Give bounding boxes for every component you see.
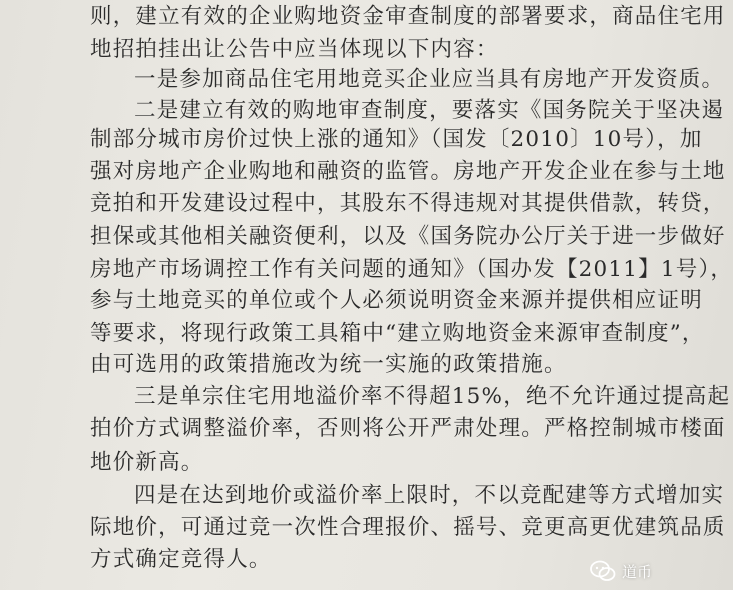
- text-line: 拍价方式调整溢价率，否则将公开严肃处理。严格控制城市楼面: [90, 416, 726, 441]
- text-line: 际地价，可通过竞一次性合理报价、摇号、竞更高更优建筑品质: [90, 515, 726, 540]
- text-line: 强对房地产企业购地和融资的监管。房地产开发企业在参与土地: [90, 159, 726, 184]
- text-line: 一是参加商品住宅用地竞买企业应当具有房地产开发资质。: [134, 67, 725, 92]
- text-line: 参与土地竞买的单位或个人必须说明资金来源并提供相应证明: [90, 288, 703, 313]
- wechat-icon: [590, 560, 616, 582]
- text-line: 由可选用的政策措施改为统一实施的政策措施。: [90, 352, 567, 377]
- text-line: 二是建立有效的购地审查制度，要落实《国务院关于坚决遏: [134, 98, 725, 123]
- text-line: 担保或其他相关融资便利，以及《国务院办公厅关于进一步做好: [90, 224, 726, 249]
- text-line: 则，建立有效的企业购地资金审查制度的部署要求，商品住宅用: [90, 4, 726, 29]
- text-line: 四是在达到地价或溢价率上限时，不以竞配建等方式增加实: [134, 483, 725, 508]
- text-line: 地价新高。: [90, 450, 204, 475]
- text-line: 房地产市场调控工作有关问题的通知》（国办发【2011】1号），: [90, 257, 733, 282]
- text-line: 竞拍和开发建设过程中，其股东不得违规对其提供借款，转贷，: [90, 191, 726, 216]
- text-line: 等要求，将现行政策工具箱中“建立购地资金来源审查制度”，: [90, 321, 705, 346]
- text-line: 方式确定竞得人。: [90, 547, 272, 572]
- text-line: 制部分城市房价过快上涨的通知》（国发〔2010〕10号），加: [90, 127, 703, 152]
- text-line: 地招拍挂出让公告中应当体现以下内容：: [90, 37, 499, 62]
- text-line: 三是单宗住宅用地溢价率不得超15%，绝不允许通过提高起: [134, 384, 731, 409]
- watermark: [590, 560, 652, 582]
- watermark-label: 道币: [621, 562, 652, 581]
